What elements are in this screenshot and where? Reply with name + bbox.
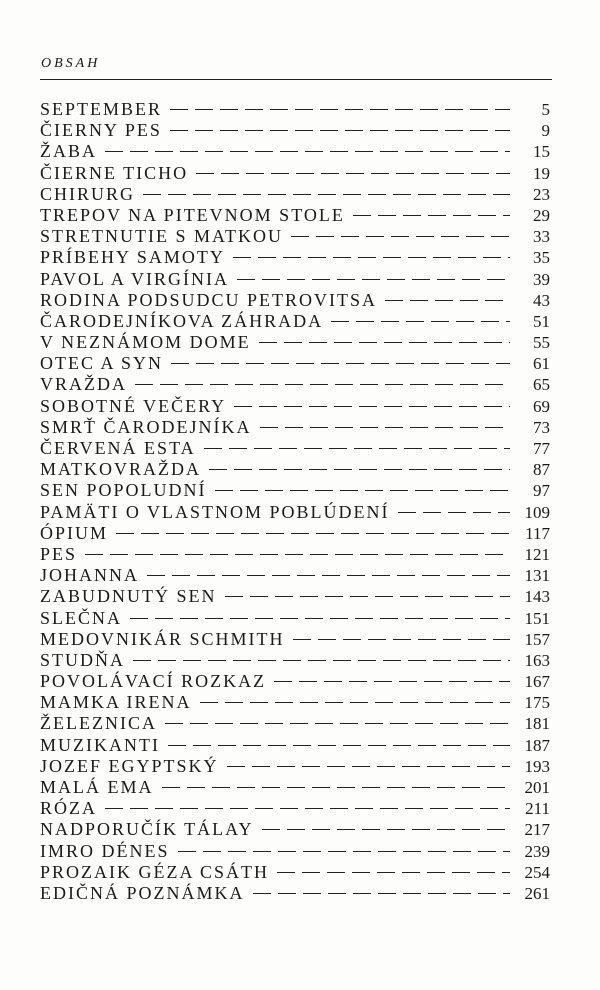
- toc-entry-title: POVOLÁVACÍ ROZKAZ: [40, 671, 267, 692]
- toc-dash-leader: [277, 871, 510, 873]
- toc-entry-page-number: 254: [524, 862, 550, 882]
- toc-entry: [40, 608, 550, 629]
- toc-entry-page-number: 121: [524, 544, 550, 564]
- toc-entry-title: V NEZNÁMOM DOME: [40, 332, 251, 353]
- toc-dash-leader: [116, 532, 510, 534]
- toc-entry: [40, 290, 550, 311]
- toc-entry-page-number: 97: [533, 481, 550, 501]
- toc-entry-title: EDIČNÁ POZNÁMKA: [40, 882, 245, 903]
- toc-entry-page-number: 109: [524, 502, 550, 522]
- toc-entry: [40, 226, 550, 247]
- toc-entry-page-number: 23: [533, 184, 550, 204]
- toc-entry-title: TREPOV NA PITEVNOM STOLE: [40, 204, 345, 225]
- toc-entry-page-number: 157: [524, 629, 550, 649]
- toc-entry-title: IMRO DÉNES: [40, 840, 170, 861]
- toc-entry: [40, 417, 550, 438]
- toc-dash-leader: [227, 765, 510, 767]
- toc-entry-title: MALÁ EMA: [40, 777, 154, 797]
- toc-entry: [40, 841, 550, 862]
- toc-entry-page-number: 55: [533, 333, 550, 353]
- toc-entry-title: OTEC A SYN: [40, 353, 164, 374]
- contents-heading: OBSAH: [41, 56, 101, 71]
- toc-entry-page-number: 193: [524, 756, 550, 776]
- toc-dash-leader: [200, 701, 510, 703]
- toc-dash-leader: [162, 786, 511, 788]
- toc-entry: [40, 862, 550, 883]
- toc-entry: [40, 184, 550, 205]
- toc-entry-title: STRETNUTIE S MATKOU: [40, 226, 283, 247]
- toc-dash-leader: [274, 680, 510, 682]
- toc-entry: [40, 735, 550, 756]
- toc-entry: [40, 671, 550, 692]
- toc-entry-title: PRÍBEHY SAMOTY: [40, 247, 225, 268]
- toc-entry: [40, 332, 550, 353]
- toc-entry-page-number: 201: [524, 778, 550, 797]
- toc-dash-leader: [225, 595, 511, 597]
- toc-dash-leader: [209, 468, 510, 470]
- toc-entry-page-number: 143: [524, 587, 550, 607]
- toc-entry-title: ČARODEJNÍKOVA ZÁHRADA: [40, 310, 324, 331]
- toc-entry: [40, 565, 550, 586]
- toc-entry-page-number: 9: [541, 121, 550, 141]
- toc-dash-leader: [170, 129, 510, 131]
- toc-dash-leader: [237, 278, 510, 280]
- toc-dash-leader: [147, 574, 510, 576]
- toc-dash-leader: [168, 744, 510, 746]
- toc-entry-title: SOBOTNÉ VEČERY: [40, 395, 227, 416]
- toc-entry-title: MEDOVNIKÁR SCHMITH: [40, 628, 285, 649]
- toc-entry-page-number: 15: [533, 142, 550, 162]
- toc-entry-title: SEN POPOLUDNÍ: [40, 480, 207, 501]
- toc-dash-leader: [260, 426, 510, 428]
- toc-entry: [40, 141, 550, 162]
- toc-entry: [40, 438, 550, 459]
- toc-entry-title: ÓPIUM: [40, 522, 109, 543]
- toc-dash-leader: [262, 828, 510, 830]
- toc-entry-title: STUDŇA: [40, 649, 126, 670]
- toc-dash-leader: [178, 850, 510, 852]
- toc-entry-page-number: 39: [533, 269, 550, 289]
- toc-entry-page-number: 69: [533, 396, 550, 416]
- toc-dash-leader: [170, 108, 510, 110]
- toc-entry-page-number: 181: [524, 714, 550, 734]
- toc-entry-page-number: 217: [524, 820, 550, 840]
- toc-entry-page-number: 175: [524, 693, 550, 713]
- toc-entry-page-number: 187: [524, 735, 550, 755]
- toc-entry: [40, 819, 550, 840]
- toc-entry-title: ČIERNE TICHO: [40, 162, 189, 183]
- toc-entry-title: SMRŤ ČARODEJNÍKA: [40, 416, 252, 437]
- toc-entry: [40, 650, 550, 671]
- toc-entry-title: MAMKA IRENA: [40, 692, 192, 713]
- toc-entry: [40, 586, 550, 607]
- toc-dash-leader: [196, 172, 510, 174]
- toc-entry-page-number: 43: [533, 290, 550, 310]
- toc-entry: [40, 374, 550, 395]
- toc-entry-title: PROZAIK GÉZA CSÁTH: [40, 861, 270, 882]
- toc-entry: [40, 544, 550, 565]
- toc-entry-title: SEPTEMBER: [40, 99, 163, 119]
- toc-entry: [40, 777, 550, 798]
- toc-entry-page-number: 19: [533, 163, 550, 183]
- toc-entry-page-number: 35: [533, 248, 550, 268]
- toc-entry: [40, 247, 550, 268]
- toc-dash-leader: [215, 489, 510, 491]
- toc-entry: [40, 311, 550, 332]
- toc-dash-leader: [385, 299, 510, 301]
- toc-entry-title: MUZIKANTI: [40, 734, 160, 755]
- toc-entry-page-number: 5: [541, 100, 550, 119]
- toc-entry-title: JOHANNA: [40, 565, 139, 586]
- toc-entry-page-number: 211: [525, 799, 550, 819]
- toc-entry-page-number: 239: [524, 841, 550, 861]
- toc-entry-title: SLEČNA: [40, 607, 123, 628]
- toc-entry-page-number: 33: [533, 227, 550, 247]
- toc-entry: [40, 798, 550, 819]
- toc-entry-title: NADPORUČÍK TÁLAY: [40, 819, 254, 840]
- toc-dash-leader: [133, 659, 510, 661]
- toc-entry-title: JOZEF EGYPTSKÝ: [40, 755, 219, 776]
- toc-entry-title: ŽELEZNICA: [40, 713, 157, 734]
- toc-entry-title: RODINA PODSUDCU PETROVITSA: [40, 289, 378, 310]
- toc-entry-title: VRAŽDA: [40, 374, 127, 395]
- toc-entry-page-number: 29: [533, 205, 550, 225]
- toc-dash-leader: [293, 638, 510, 640]
- toc-entry-title: PES: [40, 543, 78, 564]
- toc-entry: [40, 396, 550, 417]
- toc-dash-leader: [130, 617, 510, 619]
- toc-dash-leader: [85, 553, 510, 555]
- toc-entry-title: ZABUDNUTÝ SEN: [40, 586, 217, 607]
- toc-dash-leader: [331, 320, 510, 322]
- toc-entry-title: PAVOL A VIRGÍNIA: [40, 268, 230, 289]
- toc-entry: [40, 269, 550, 290]
- toc-entry-page-number: 117: [525, 523, 550, 543]
- toc-entry: [40, 523, 550, 544]
- toc-entry-title: MATKOVRAŽDA: [40, 459, 201, 480]
- toc-entry: [40, 629, 550, 650]
- toc-entry-title: ČERVENÁ ESTA: [40, 438, 196, 458]
- toc-dash-leader: [291, 235, 510, 237]
- table-of-contents: [40, 99, 550, 904]
- toc-entry-title: ČIERNY PES: [40, 120, 162, 141]
- toc-entry: [40, 502, 550, 523]
- toc-entry-page-number: 77: [533, 439, 550, 458]
- toc-entry: [40, 120, 550, 141]
- toc-entry-page-number: 73: [533, 417, 550, 437]
- toc-dash-leader: [165, 722, 510, 724]
- toc-entry-page-number: 51: [533, 311, 550, 331]
- toc-dash-leader: [234, 405, 510, 407]
- toc-dash-leader: [135, 383, 510, 385]
- toc-entry-page-number: 87: [533, 460, 550, 480]
- toc-entry-page-number: 65: [533, 375, 550, 395]
- toc-entry: [40, 883, 550, 904]
- toc-dash-leader: [143, 193, 510, 195]
- toc-entry: [40, 99, 550, 120]
- toc-entry-title: RÓZA: [40, 798, 97, 819]
- toc-dash-leader: [398, 511, 510, 513]
- toc-entry: [40, 205, 550, 226]
- toc-entry-title: CHIRURG: [40, 183, 136, 204]
- toc-dash-leader: [171, 362, 510, 364]
- toc-dash-leader: [233, 256, 510, 258]
- toc-dash-leader: [204, 447, 510, 449]
- toc-entry-title: ŽABA: [40, 141, 97, 162]
- heading-rule: [40, 79, 552, 80]
- toc-entry-page-number: 167: [524, 672, 550, 692]
- toc-dash-leader: [353, 214, 510, 216]
- toc-entry: [40, 756, 550, 777]
- toc-entry: [40, 692, 550, 713]
- toc-entry-page-number: 131: [524, 566, 550, 586]
- toc-dash-leader: [253, 892, 511, 894]
- toc-entry: [40, 713, 550, 734]
- toc-dash-leader: [105, 807, 510, 809]
- toc-entry-title: PAMÄTI O VLASTNOM POBLÚDENÍ: [40, 501, 390, 522]
- toc-entry-page-number: 151: [524, 608, 550, 628]
- toc-entry-page-number: 61: [533, 354, 550, 374]
- toc-entry-page-number: 261: [524, 883, 550, 903]
- toc-entry: [40, 353, 550, 374]
- toc-entry: [40, 459, 550, 480]
- toc-dash-leader: [259, 341, 510, 343]
- toc-entry-page-number: 163: [524, 650, 550, 670]
- toc-entry: [40, 480, 550, 501]
- toc-dash-leader: [105, 150, 510, 152]
- toc-entry: [40, 163, 550, 184]
